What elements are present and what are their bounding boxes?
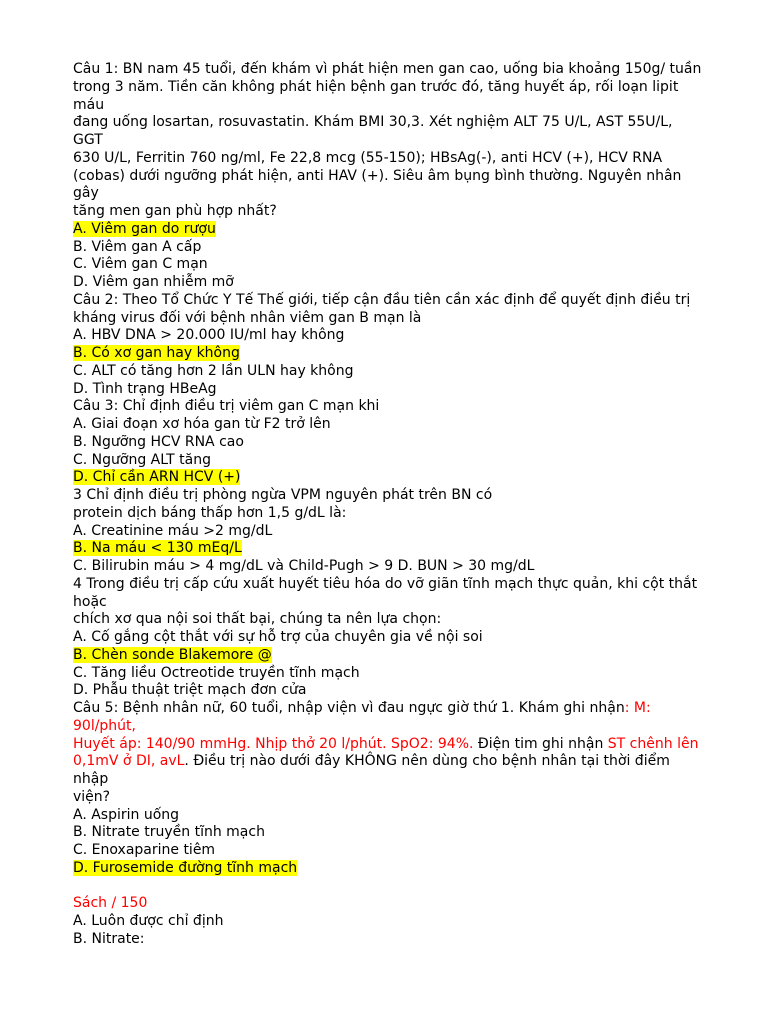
- option: B. Ngưỡng HCV RNA cao: [73, 433, 244, 450]
- question-1-line: đang uống losartan, rosuvastatin. Khám BMI 30,3. Xét nghiệm ALT 75 U/L, AST 55U/L,: [73, 114, 673, 131]
- question-3b-line: protein dịch báng thấp hơn 1,5 g/dL là:: [73, 504, 347, 521]
- answer-highlight: A. Viêm gan do rượu: [73, 220, 216, 237]
- question-2-line: kháng virus đối với bệnh nhân viêm gan B mạn là: [73, 309, 422, 326]
- option: D. Phẫu thuật triệt mạch đơn cửa: [73, 682, 307, 699]
- question-5-line: [73, 753, 723, 771]
- question-5-line: [73, 718, 723, 736]
- question-3b: [73, 487, 723, 576]
- question-4-line: hoặc: [73, 593, 107, 610]
- option: C. Bilirubin máu > 4 mg/dL và Child-Pugh > 9 D. BUN > 30 mg/dL: [73, 558, 535, 574]
- option: A. Giai đoạn xơ hóa gan từ F2 trở lên: [73, 416, 331, 432]
- reference-section: [73, 895, 723, 948]
- question-2-line: Câu 2: Theo Tổ Chức Y Tế Thế giới, tiếp cận đầu tiên cần xác định để quyết định điều trị: [73, 291, 691, 308]
- option: A. Luôn được chỉ định: [73, 913, 224, 929]
- option: A. Cố gắng cột thắt với sự hỗ trợ của chuyên gia về nội soi: [73, 629, 483, 645]
- option: B. Viêm gan A cấp: [73, 238, 202, 255]
- red-text: Huyết áp: 140/90 mmHg. Nhịp thở 20 l/phút. SpO2: 94%.: [73, 735, 474, 752]
- question-5-line: [73, 700, 723, 718]
- option: C. Ngưỡng ALT tăng: [73, 451, 211, 468]
- answer-highlight: D. Furosemide đường tĩnh mạch: [73, 859, 298, 876]
- question-1-line: máu: [73, 96, 105, 113]
- question-1-line: gây: [73, 185, 99, 202]
- blank-line: [73, 878, 723, 896]
- question-2: [73, 292, 723, 399]
- question-4-line: 4 Trong điều trị cấp cứu xuất huyết tiêu hóa do vỡ giãn tĩnh mạch thực quản, khi cột thắt: [73, 575, 698, 592]
- option: A. Creatinine máu >2 mg/dL: [73, 522, 273, 539]
- question-3b-line: 3 Chỉ định điều trị phòng ngừa VPM nguyên phát trên BN có: [73, 487, 493, 503]
- question-1-line: (cobas) dưới ngưỡng phát hiện, anti HAV (+). Siêu âm bụng bình thường. Nguyên nhân: [73, 167, 682, 184]
- red-text: 90l/phút,: [73, 717, 136, 734]
- answer-highlight: B. Na máu < 130 mEq/L: [73, 540, 242, 557]
- question-5: [73, 700, 723, 878]
- question-5-text: . Điều trị nào dưới đây KHÔNG nên dùng cho bệnh nhân tại thời điểm: [184, 753, 670, 770]
- red-text: ST chênh lên: [607, 735, 699, 752]
- option: B. Nitrate:: [73, 930, 145, 947]
- answer-highlight: D. Chỉ cần ARN HCV (+): [73, 469, 241, 486]
- question-4: [73, 576, 723, 700]
- question-5-line: [73, 736, 723, 754]
- question-3-line: Câu 3: Chỉ định điều trị viêm gan C mạn khi: [73, 398, 380, 415]
- option: C. Viêm gan C mạn: [73, 256, 208, 273]
- question-5-line: viện?: [73, 788, 111, 805]
- answer-highlight: B. Có xơ gan hay không: [73, 345, 240, 361]
- question-5-line: nhập: [73, 771, 109, 787]
- question-3: [73, 398, 723, 487]
- question-1-line: trong 3 năm. Tiền căn không phát hiện bệnh gan trước đó, tăng huyết áp, rối loạn lipit: [73, 78, 679, 95]
- answer-highlight: B. Chèn sonde Blakemore @: [73, 646, 272, 663]
- question-5-text: Câu 5: Bệnh nhân nữ, 60 tuổi, nhập viện vì đau ngực giờ thứ 1. Khám ghi nhận: [73, 700, 625, 716]
- option: C. Enoxaparine tiêm: [73, 842, 216, 858]
- red-text: : M:: [624, 700, 651, 716]
- option: B. Nitrate truyền tĩnh mạch: [73, 824, 265, 841]
- option: D. Tình trạng HBeAg: [73, 380, 217, 397]
- reference-text: Sách / 150: [73, 895, 148, 912]
- document-page: [73, 61, 723, 949]
- question-1-line: GGT: [73, 132, 103, 148]
- question-1: [73, 61, 723, 292]
- question-1-line: 630 U/L, Ferritin 760 ng/ml, Fe 22,8 mcg (55-150); HBsAg(-), anti HCV (+), HCV RNA: [73, 149, 663, 166]
- question-1-line: tăng men gan phù hợp nhất?: [73, 203, 277, 219]
- option: C. Tăng liều Octreotide truyền tĩnh mạch: [73, 664, 360, 681]
- option: A. Aspirin uống: [73, 806, 180, 823]
- red-text: 0,1mV ở DI, avL: [73, 753, 185, 770]
- question-5-text: Điện tim ghi nhận: [473, 735, 608, 752]
- option: C. ALT có tăng hơn 2 lần ULN hay không: [73, 362, 354, 379]
- option: A. HBV DNA > 20.000 IU/ml hay không: [73, 327, 345, 344]
- option: D. Viêm gan nhiễm mỡ: [73, 274, 234, 290]
- question-4-line: chích xơ qua nội soi thất bại, chúng ta nên lựa chọn:: [73, 611, 442, 628]
- question-1-line: Câu 1: BN nam 45 tuổi, đến khám vì phát hiện men gan cao, uống bia khoảng 150g/ tuần: [73, 61, 702, 77]
